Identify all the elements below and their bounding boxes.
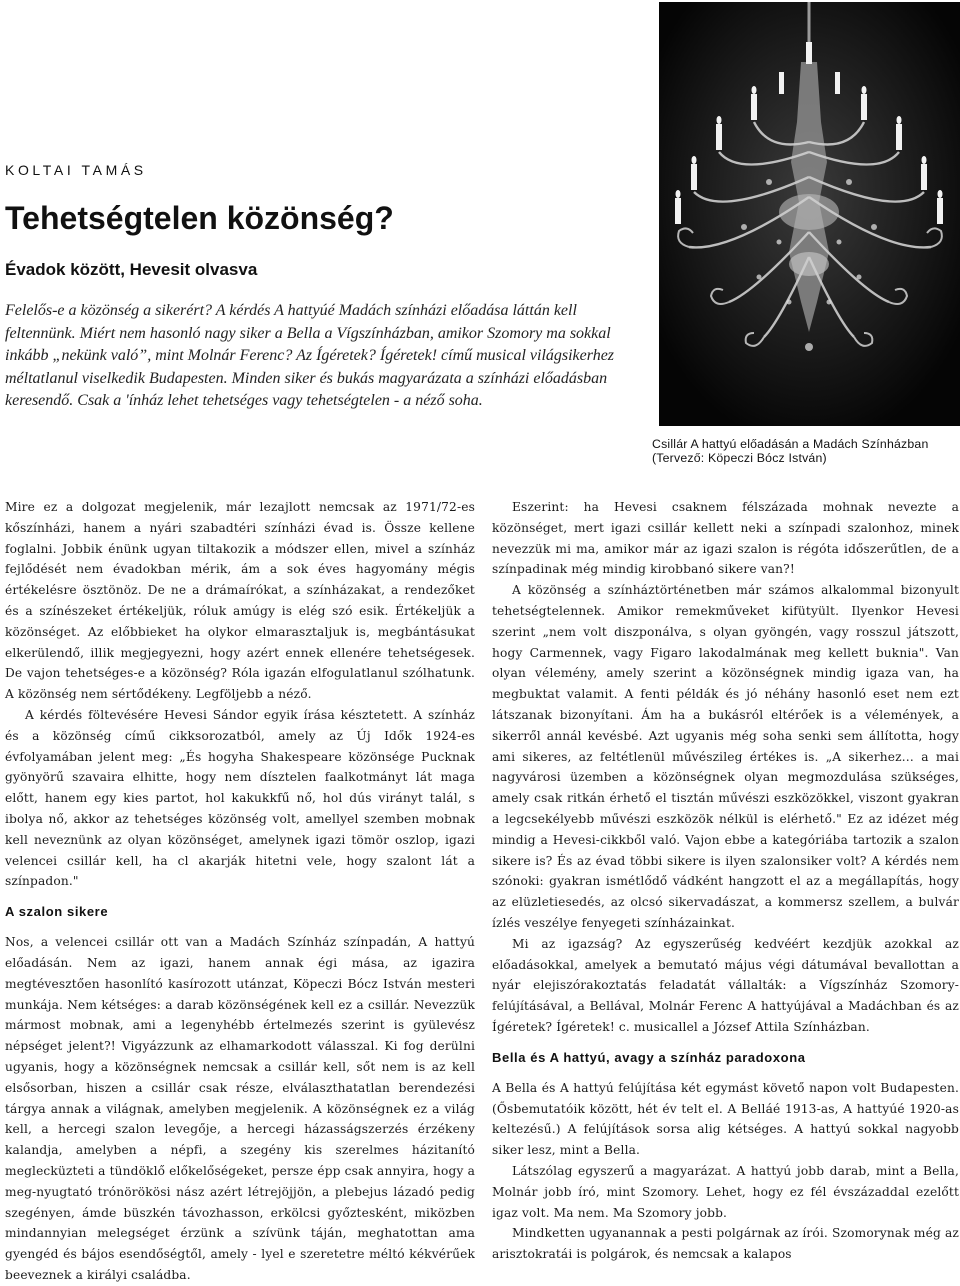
right-paragraph-1: Eszerint: ha Hevesi csaknem félszázada mohnak nevezte a közönséget, mert igazi csillár kellett neki a színpadi szalonhoz, minek nevezzük mi ma, amikor már az igazi szalon is régóta időszerűtlen, de a színpadinak még mindig kirobbanó sikere van?! xyxy=(492,500,959,577)
right-paragraph-6: Mindketten ugyanannak a pesti polgárnak az írói. Szomorynak még az arisztokratái is polgárok, és nemcsak a kalapos xyxy=(492,1226,959,1262)
left-paragraph-3: Nos, a velencei csillár ott van a Madách Színház színpadán, A hattyú előadásán. Nem az igazi, hanem annak égi mása, az igazira megtévesztően hasonlító kasírozott utánzat, Köpeczi Bócz István mesteri munkája. Nem kétséges: a darab közönségének kell ez a csillár. Nevezzük mármost mobnak, ami a legenyhébb értelmezés szerint is gyülevész népséget jelent?! Vigyázzunk az elhamarkodott válasszal. Ki fog derülni ugyanis, hogy a közönségnek nemcsak a csillár kell, sőt nem is az kell elsősorban, hiszen a csillár csak része, elválaszthatatlan berendezési tárgya annak a világnak, amelyben megjelenik. A közönségnek ez a világ kell, a hercegi szalon levegője, a hercegi házasságszerzés érzékeny kalandja, amelyben a népfi, a szegény kis szerelmes házitanító meglecküzteti a tündöklő előkelőségeket, persze épp csak annyira, hogy a meg-nyugtató trónörökösi nász azért létrejöjjön, a plebejus lázadó pedig szegényen, ámde büszkén távozhasson, erkölcsi győztesként, miközben mindannyian melegséget érzünk a szívünk táján, meghatottan ama gyengéd és bájos esendőségtől, amely - lyel e szeretetre méltó kékvérűek beeveznek a királyi családba. xyxy=(5,935,475,1282)
right-paragraph-5: Látszólag egyszerű a magyarázat. A hattyú jobb darab, mint a Bella, Molnár jobb író, mint Szomory. Lehet, hogy ez fél évszázaddal ezelőtt igaz volt. Ma nem. Ma Szomory jobb. xyxy=(492,1163,959,1220)
lead-paragraph: Felelős-e a közönség a sikerért? A kérdés A hattyúé Madách színházi előadása láttán kell feltennünk. Miért nem hasonló nagy siker a Bella a Vígszínházban, amikor Szomory ma sokkal inkább „nekünk való”, mint Molnár Ferenc? Az Ígéretek? Ígéretek! című musical világsikerhez méltatlanul viselkedik Budapesten. Minden siker és bukás magyarázata a színházi előadásban keresendő. Csak a 'ínház lehet tehetséges vagy tehetségtelen - a néző soha. xyxy=(5,302,615,409)
right-paragraph-2: A közönség a színháztörténetben már számos alkalommal bizonyult tehetségtelennek. Amikor remekműveket kifütyült. Ilyenkor Hevesi szerint „nem volt diszponálva, s olyan gyöngén, vagy rosszul játszott, hogy Carmennek, vagy Figaro lakodalmának meg kellett buknia". Van olyan vélemény, amely szerint a közönségnek mindig igaza van, ha megbuktat valamit. A fenti példák és jó néhány hasonló eset nem ezt látszanak bizonyítani. Ám ha a bukásról eltérőek is a vélemények, a sikerről annál kevésbé. Azt ugyanis még soha senki sem állította, hogy ami sikeres, az feltétlenül művészileg értékes is. „A sikerhez… a mai nagyvárosi üzemben a közönségnek olyan megmozdulása szükséges, amely csak ritkán érhető el tisztán művészi eszközökkel, viszont gyakran a legcsekélyebb művészi eszközök nélkül is elérhető." Ez az idézet még mindig a Hevesi-cikkből való. Vajon ebbe a kategóriába tartozik a szalon sikere is? És az évad többi sikere is ilyen szalonsiker volt? A kérdés nem szónoki: gyakran ismétlődő vádként hangzott el az a megállapítás, hogy az elüzletiesedés, az olcsó sikervadászat, a kommersz szellem, a bulvár ízlés veszélye fenyegeti színházainkat. xyxy=(492,583,959,930)
chandelier-photo xyxy=(659,2,960,426)
left-paragraph-2: A kérdés föltevésére Hevesi Sándor egyik írása késztetett. A színház és a közönség című cikksorozatból, amely az Új Idők 1924-es évfolyamában jelent meg: „És hogyha Shakespeare közönsége Pucknak gyönyörű szavaira elhitte, hogy nem dísztelen faalkotmányt lát maga előtt, hanem egy kies partot, hol kakukkfű nő, hol dús virányt talál, s ibolya nő, akkor az tehetséges közönség volt, amellyel szemben mobnak kell neveznünk az olyan közönséget, amelynek igazi tömör oszlop, igazi velencei csillár kell, ha cl akarják hitetni vele, hogy szalont lát a színpadon." xyxy=(5,707,475,889)
left-column xyxy=(5,497,475,1286)
caption-line-2: (Tervező: Köpeczi Bócz István) xyxy=(652,451,827,465)
author-name: KOLTAI TAMÁS xyxy=(5,162,147,178)
right-paragraph-4: A Bella és A hattyú felújítása két egymást követő napon volt Budapesten. (Ősbemutatóik között, hét év telt el. A Belláé 1913-as, A hattyúé 1920-as keltezésű.) A felújítások sorsa alig kétséges. A hattyú sokkal nagyobb siker lesz, mint a Bella. xyxy=(492,1080,959,1158)
article-subtitle: Évadok között, Hevesit olvasva xyxy=(5,260,258,279)
section-heading-bella: Bella és A hattyú, avagy a színház paradoxona xyxy=(492,1049,806,1065)
chandelier-illustration xyxy=(659,2,960,426)
section-heading-szalon: A szalon sikere xyxy=(5,904,109,920)
right-column xyxy=(492,497,959,1265)
right-paragraph-3: Mi az igazság? Az egyszerűség kedvéért kezdjük azokkal az előadásokkal, amelyek a bemutató május végi dátumával bevallottan a nyár elejiszórakoztatás feladatát vállalták: a Vígszínház Szomory-felújításával, a Bellával, Molnár Ferenc A hattyújával a Madáchban és az Ígéretek? Ígéretek! c. musicallel a József Attila Színházban. xyxy=(492,936,959,1034)
caption-line-1: Csillár A hattyú előadásán a Madách Színházban xyxy=(652,437,929,451)
article-title: Tehetségtelen közönség? xyxy=(5,200,394,236)
photo-caption xyxy=(652,437,958,465)
left-paragraph-1: Mire ez a dolgozat megjelenik, már lezajlott nemcsak az 1971/72-es kőszínházi, hanem a nyári szabadtéri színházi évad is. Össze kellene foglalni. Jobbik énünk ugyan tiltakozik a módszer ellen, mivel a színház fejlődését nem évadokban mérik, ám a sok éves hagyomány mégis értékelésre ösztönöz. De ne a drámaírókat, a színházakat, a rendezőket és a színészeket értékeljük, róluk amúgy is elég szó esik. Értékeljük a közönséget. Az előbbieket ha olykor elmarasztaljuk is, megbántásukat elkerülendő, illik megjegyezni, hogy azért ennek ellenére tehetségesek. De vajon tehetséges-e a közönség? Róla igazán elfogulatlanul szólhatunk. A közönség nem sértődékeny. Legföljebb a néző. xyxy=(5,500,475,702)
